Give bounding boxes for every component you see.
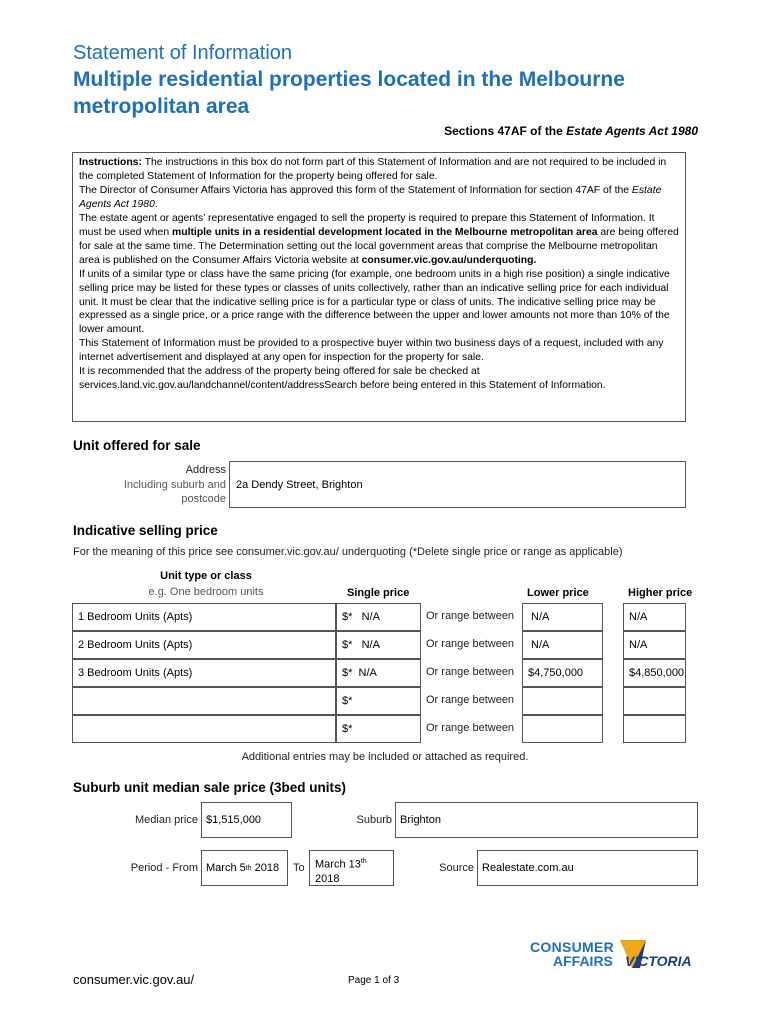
lower-price-cell[interactable] <box>522 687 603 715</box>
address-field[interactable]: 2a Dendy Street, Brighton <box>229 461 686 508</box>
single-price-cell[interactable]: $* N/A <box>336 631 421 659</box>
instructions-box <box>72 152 686 422</box>
indicative-price-heading: Indicative selling price <box>73 523 218 538</box>
col-lower-price: Lower price <box>527 587 589 599</box>
form-kicker: Statement of Information <box>73 42 293 64</box>
unit-offered-heading: Unit offered for sale <box>73 438 201 453</box>
single-price-cell[interactable]: $* N/A <box>336 659 421 687</box>
higher-price-cell[interactable] <box>623 687 686 715</box>
unit-type-cell[interactable]: 3 Bedroom Units (Apts) <box>72 659 336 687</box>
instructions-p5: This Statement of Information must be provided to a prospective buyer within two business days of a request, included with any internet advertisement and displayed at any open for inspection for the property for sale. <box>79 338 664 364</box>
instructions-p4: If units of a similar type or class have the same pricing (for example, one bedroom units in a high rise position) a single indicative selling price may be listed for these types or classes of units collectively, rather than an indicative selling price for each individual unit. It must be clear that the indicative selling price is for a particular type or class of units. The indicative selling price may be expressed as a single price, or a price range with the difference between the upper and lower amounts not more than 10% of the lower amount. <box>79 268 670 336</box>
higher-price-cell[interactable]: $4,850,000 <box>623 659 686 687</box>
footer-url[interactable]: consumer.vic.gov.au/ <box>73 972 195 987</box>
col-single-price: Single price <box>347 587 410 599</box>
instructions-p3: The estate agent or agents’ representative engaged to sell the property is required to prepare this Statement of Information. It must be used when multiple units in a residential development located in the Melbourne metropolitan area are being offered for sale at the same time. The Determination setting out the local government areas that comprise the Melbourne metropolitan area is published on the Consumer Affairs Victoria website at consumer.vic.gov.au/underquoting. <box>79 212 679 266</box>
unit-type-cell[interactable]: 1 Bedroom Units (Apts) <box>72 603 336 631</box>
single-price-cell[interactable]: $* N/A <box>336 603 421 631</box>
col-higher-price: Higher price <box>628 587 693 599</box>
act-name: Estate Agents Act 1980 <box>566 124 698 138</box>
range-label: Or range between <box>426 638 515 650</box>
lower-price-cell[interactable]: N/A <box>522 603 603 631</box>
instructions-p1: Instructions: The instructions in this box do not form part of this Statement of Information and are not required to be included in the completed Statement of Information for the property being offered for sale. <box>79 157 667 182</box>
lower-price-cell[interactable]: $4,750,000 <box>522 659 603 687</box>
title-line-1: Multiple residential properties located in the Melbourne <box>73 68 625 91</box>
range-label: Or range between <box>426 666 515 678</box>
instructions-p6: It is recommended that the address of the property being offered for sale be checked at services.land.vic.gov.au/landchannel/content/addressSearch before being entered in this Statement of Information. <box>79 366 606 392</box>
period-to-field[interactable]: March 13th 2018 <box>309 850 394 886</box>
source-field[interactable]: Realestate.com.au <box>477 850 698 886</box>
consumer-affairs-victoria-logo <box>528 938 703 988</box>
logo-line-2: AFFAIRS <box>553 953 613 969</box>
underquoting-link[interactable]: consumer.vic.gov.au/underquoting. <box>361 254 537 266</box>
page-title <box>73 66 713 120</box>
lower-price-cell[interactable] <box>522 715 603 743</box>
col-unit-type: Unit type or class <box>160 570 252 582</box>
unit-type-cell[interactable] <box>72 715 336 743</box>
lower-price-cell[interactable]: N/A <box>522 631 603 659</box>
median-price-label: Median price <box>135 814 198 826</box>
single-price-cell[interactable]: $* <box>336 715 421 743</box>
period-from-field[interactable]: March 5 th 2018 <box>201 850 288 886</box>
range-label: Or range between <box>426 722 515 734</box>
additional-entries-note: Additional entries may be included or attached as required. <box>241 751 529 763</box>
logo-line-3: VICTORIA <box>625 953 692 969</box>
period-to-label: To <box>293 862 305 874</box>
unit-type-cell[interactable]: 2 Bedroom Units (Apts) <box>72 631 336 659</box>
indicative-note: For the meaning of this price see consumer.vic.gov.au/ underquoting (*Delete single price or range as applicable) <box>73 546 623 558</box>
higher-price-cell[interactable] <box>623 715 686 743</box>
unit-type-cell[interactable] <box>72 687 336 715</box>
range-label: Or range between <box>426 610 515 622</box>
single-price-cell[interactable]: $* <box>336 687 421 715</box>
range-label: Or range between <box>426 694 515 706</box>
address-label: Address Including suburb and postcode <box>123 464 226 505</box>
higher-price-cell[interactable]: N/A <box>623 631 686 659</box>
title-line-2: metropolitan area <box>73 95 250 118</box>
page-number: Page 1 of 3 <box>348 975 400 986</box>
instructions-p2: The Director of Consumer Affairs Victoria has approved this form of the Statement of Information for section 47AF of the Estate Agents Act 1980. <box>79 184 662 210</box>
suburb-field[interactable]: Brighton <box>395 802 698 838</box>
sections-reference: Sections 47AF of the Estate Agents Act 1980 <box>444 124 698 138</box>
suburb-label: Suburb <box>356 814 392 826</box>
higher-price-cell[interactable]: N/A <box>623 603 686 631</box>
col-unit-type-example: e.g. One bedroom units <box>148 586 264 598</box>
period-from-label: Period - From <box>130 862 198 874</box>
median-heading: Suburb unit median sale price (3bed units) <box>73 780 347 795</box>
logo-line-1: CONSUMER <box>530 939 615 955</box>
median-price-field[interactable]: $1,515,000 <box>201 802 292 838</box>
source-label: Source <box>439 862 474 874</box>
